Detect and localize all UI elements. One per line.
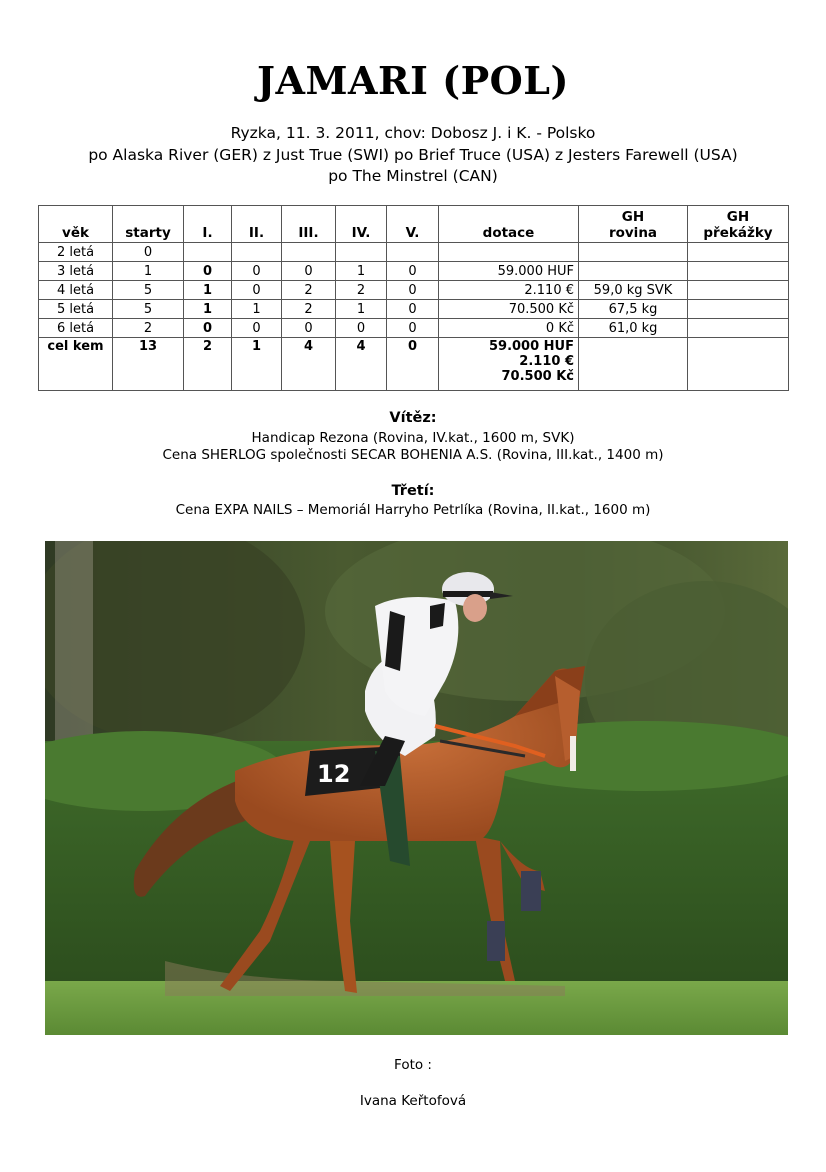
header-age: věk — [39, 206, 113, 243]
table-header-row — [39, 206, 789, 243]
header-starts: starty — [113, 206, 184, 243]
cell-p2: 1 — [232, 300, 282, 319]
header-second: II. — [232, 206, 282, 243]
cell-age: 5 letá — [39, 300, 113, 319]
cell-jump — [688, 262, 789, 281]
race-stats-table — [38, 205, 789, 391]
cell-p4: 2 — [336, 281, 387, 300]
cell-p1: 1 — [184, 300, 232, 319]
cell-p2: 0 — [232, 281, 282, 300]
photo-caption-label: Foto : — [394, 1057, 432, 1073]
header-fourth: IV. — [336, 206, 387, 243]
cell-p1: 1 — [184, 281, 232, 300]
cell-p3: 2 — [282, 281, 336, 300]
cell-p3: 2 — [282, 300, 336, 319]
pedigree-line: po Alaska River (GER) z Just True (SWI) po Brief Truce (USA) z Jesters Farewell (USA) — [88, 146, 738, 164]
table-row — [39, 319, 789, 338]
table-row — [39, 300, 789, 319]
cell-starts: 0 — [113, 243, 184, 262]
third-heading: Třetí: — [391, 483, 435, 499]
header-fifth: V. — [387, 206, 439, 243]
header-gh-flat: GH rovina — [579, 206, 688, 243]
horse-photo-illustration — [45, 541, 788, 1035]
cell-p2 — [232, 243, 282, 262]
cell-prize: 59.000 HUF — [439, 262, 579, 281]
cell-age: 4 letá — [39, 281, 113, 300]
photo-author: Ivana Keřtofová — [359, 1093, 467, 1109]
cell-age: 6 letá — [39, 319, 113, 338]
total-age: cel kem — [39, 338, 113, 391]
cell-starts: 5 — [113, 300, 184, 319]
cell-p3: 0 — [282, 262, 336, 281]
cell-starts: 5 — [113, 281, 184, 300]
pedigree-line-2: po The Minstrel (CAN) — [328, 167, 498, 185]
cell-prize: 70.500 Kč — [439, 300, 579, 319]
cell-p5: 0 — [387, 300, 439, 319]
header-first: I. — [184, 206, 232, 243]
cell-flat: 61,0 kg — [579, 319, 688, 338]
table-total-row — [39, 338, 789, 391]
cell-prize: 2.110 € — [439, 281, 579, 300]
winner-race-1: Handicap Rezona (Rovina, IV.kat., 1600 m, SVK) — [251, 430, 575, 446]
third-race-1: Cena EXPA NAILS – Memoriál Harryho Petrlíka (Rovina, II.kat., 1600 m) — [175, 502, 651, 518]
cell-p2: 0 — [232, 262, 282, 281]
cell-p1: 0 — [184, 319, 232, 338]
header-prize: dotace — [439, 206, 579, 243]
cell-p4: 1 — [336, 300, 387, 319]
winner-heading: Vítěz: — [389, 410, 437, 426]
cell-flat: 67,5 kg — [579, 300, 688, 319]
cell-jump — [688, 300, 789, 319]
cell-flat: 59,0 kg SVK — [579, 281, 688, 300]
total-fifth: 0 — [387, 338, 439, 391]
horse-photo — [45, 541, 788, 1035]
total-first: 2 — [184, 338, 232, 391]
header-gh-jump: GH překážky — [688, 206, 789, 243]
cell-starts: 2 — [113, 319, 184, 338]
saddle-number: 12 — [317, 760, 351, 788]
cell-p1: 0 — [184, 262, 232, 281]
total-prize: 59.000 HUF 2.110 € 70.500 Kč — [439, 338, 579, 391]
cell-starts: 1 — [113, 262, 184, 281]
cell-p5: 0 — [387, 319, 439, 338]
total-gh-flat — [579, 338, 688, 391]
cell-p1 — [184, 243, 232, 262]
cell-age: 3 letá — [39, 262, 113, 281]
table-row — [39, 281, 789, 300]
cell-p4 — [336, 243, 387, 262]
cell-jump — [688, 243, 789, 262]
cell-p5: 0 — [387, 281, 439, 300]
cell-jump — [688, 281, 789, 300]
cell-p3 — [282, 243, 336, 262]
birth-breeder-line: Ryzka, 11. 3. 2011, chov: Dobosz J. i K. - Polsko — [230, 124, 596, 142]
table-row — [39, 243, 789, 262]
header-third: III. — [282, 206, 336, 243]
cell-jump — [688, 319, 789, 338]
total-gh-jump — [688, 338, 789, 391]
cell-p4: 1 — [336, 262, 387, 281]
winner-race-2: Cena SHERLOG společnosti SECAR BOHENIA A.S. (Rovina, III.kat., 1400 m) — [162, 447, 664, 463]
cell-p5 — [387, 243, 439, 262]
cell-p5: 0 — [387, 262, 439, 281]
total-starts: 13 — [113, 338, 184, 391]
cell-flat — [579, 243, 688, 262]
total-second: 1 — [232, 338, 282, 391]
cell-prize — [439, 243, 579, 262]
total-fourth: 4 — [336, 338, 387, 391]
horse-name-title: JAMARI (POL) — [257, 58, 569, 103]
cell-flat — [579, 262, 688, 281]
cell-p4: 0 — [336, 319, 387, 338]
cell-prize: 0 Kč — [439, 319, 579, 338]
cell-age: 2 letá — [39, 243, 113, 262]
cell-p3: 0 — [282, 319, 336, 338]
cell-p2: 0 — [232, 319, 282, 338]
total-third: 4 — [282, 338, 336, 391]
table-row — [39, 262, 789, 281]
